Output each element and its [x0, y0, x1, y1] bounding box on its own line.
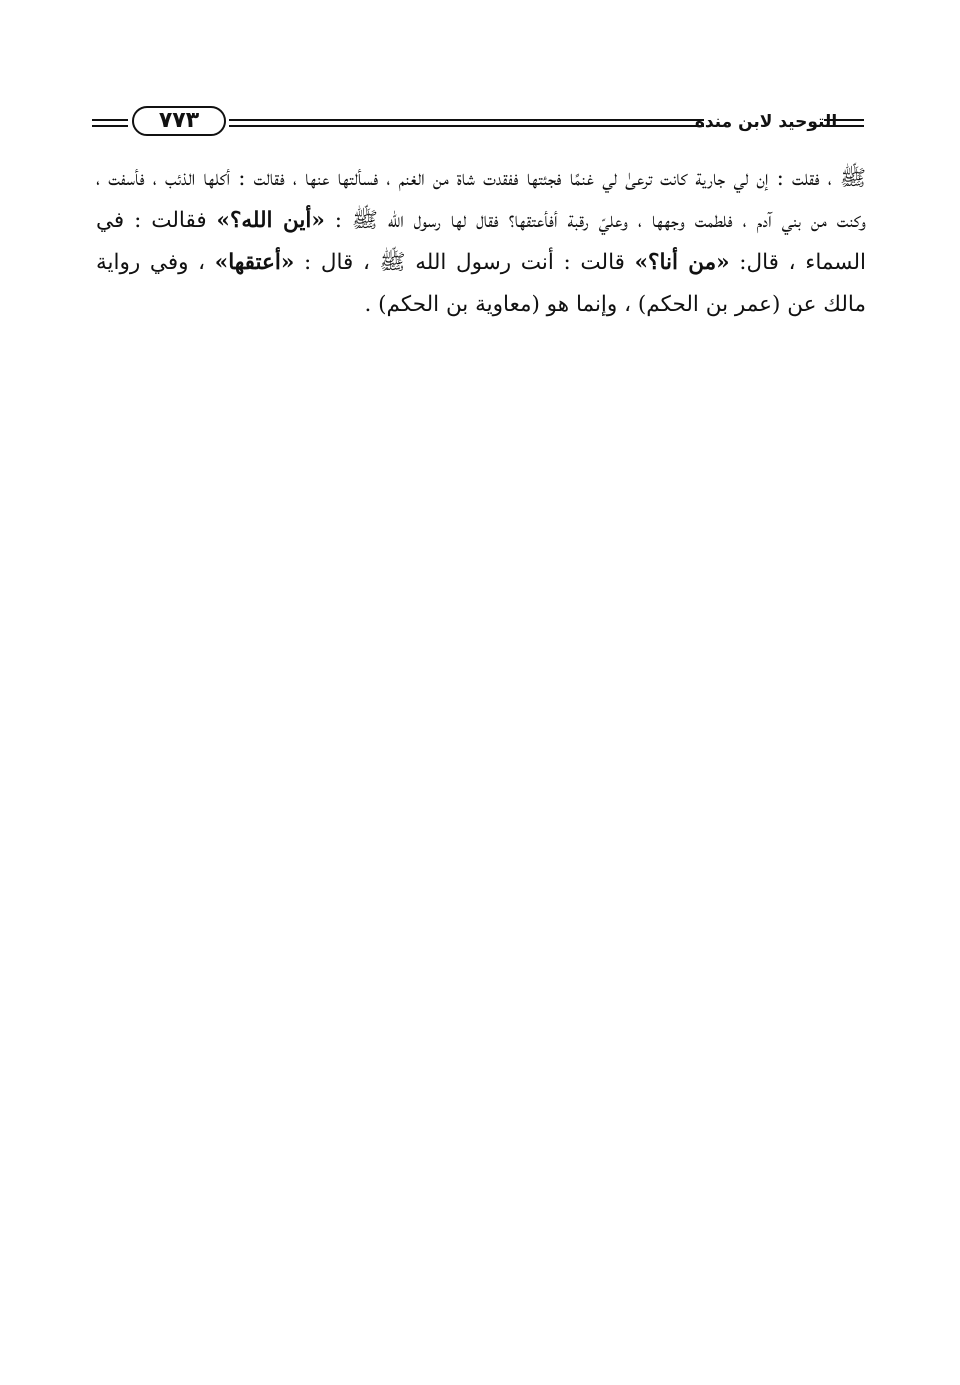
bold-quote: «من أنا؟»: [634, 250, 730, 275]
bold-quote: «أين الله؟»: [216, 208, 325, 233]
text-segment: ، وفي رواية مالك عن (عمر بن الحكم) ، وإنما هو (معاوية بن الحكم) .: [96, 250, 866, 317]
page-body: [96, 158, 866, 326]
text-segment: ﷺ ، فقلت : إن لي جارية كانت ترعىٰ لي غنمًا فجئتها ففقدت شاة من الغنم ، فسألتها عنها ، فقالت : أكلها الذئب ، فأسفت ، وكنت من بني آدم ، فلطمت وجهها ، وعليّ رقبة أفأعتقها؟ فقال لها رسول الله ﷺ :: [96, 166, 866, 233]
page-number: ٧٧٣: [158, 108, 200, 133]
header-rule-left: [92, 119, 128, 127]
text-segment: فقالت : في السماء ، قال:: [96, 208, 867, 275]
page-number-badge: [132, 106, 226, 136]
running-title: [694, 107, 838, 137]
running-header: [92, 103, 864, 143]
header-rule-right: [824, 119, 864, 127]
running-title-text: التوحيد لابن منده: [694, 112, 838, 132]
body-paragraph: [96, 158, 866, 326]
text-segment: قالت : أنت رسول الله ﷺ ، قال :: [294, 250, 635, 275]
header-rule-middle: [229, 119, 704, 127]
bold-quote: «أعتقها»: [214, 250, 295, 275]
